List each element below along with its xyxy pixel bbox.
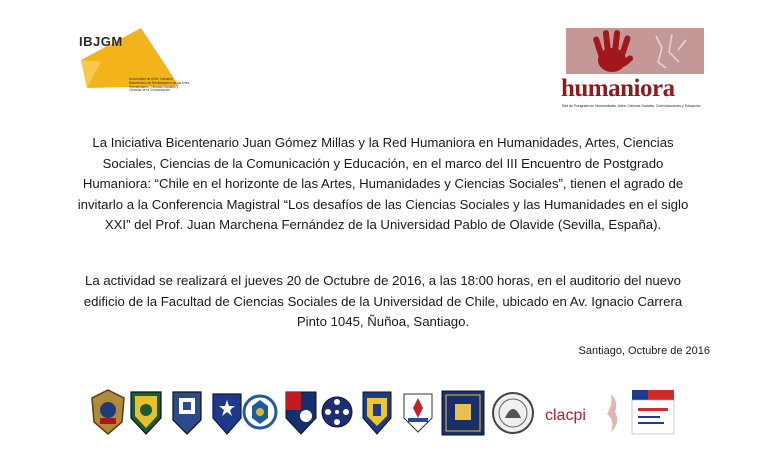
university-crest-7-icon bbox=[320, 388, 354, 438]
event-details-paragraph: La actividad se realizará el jueves 20 de Octubre de 2016, a las 18:00 horas, en el auditorio del nuevo edificio de la Facultad de Ciencias Sociales de la Universidad de Chile, ubicado en Av. Ignacio Carrera Pinto 1045, Ñuñoa, Santiago. bbox=[83, 273, 683, 329]
university-crest-8-icon bbox=[360, 388, 394, 438]
institution-seals-row bbox=[88, 388, 688, 438]
conicyt-logo-icon bbox=[628, 388, 678, 438]
dateline: Santiago, Octubre de 2016 bbox=[578, 345, 710, 357]
university-crest-3-icon bbox=[171, 388, 203, 438]
university-crest-1-icon bbox=[88, 388, 128, 438]
university-crest-5-icon bbox=[242, 388, 278, 438]
university-crest-2-icon bbox=[128, 388, 164, 438]
clacpi-logo-icon bbox=[541, 388, 623, 438]
invitation-paragraph: La Iniciativa Bicentenario Juan Gómez Millas y la Red Humaniora en Humanidades, Artes, Ciencias Sociales, Ciencias de la Comunicación y Educación, en el marco del III Encuentro de Postgrado Humaniora: “Chile en el horizonte de las Artes, Humanidades y Ciencias Sociales”, tienen el agrado de invitarlo a la Conferencia Magistral “Los desafíos de las Ciencias Sociales y las Humanidades en el siglo XXI” del Prof. Juan Marchena Fernández de la Universidad Pablo de Olavide (Sevilla, España). bbox=[77, 135, 689, 232]
university-crest-11-icon bbox=[491, 388, 535, 438]
humaniora-tagline: Red de Postgrado en Humanidades, Artes, Ciencias Sociales, Comunicaciones y Educación bbox=[562, 104, 701, 108]
ibjgm-logo bbox=[75, 26, 195, 96]
university-crest-10-icon bbox=[440, 388, 486, 438]
ibjgm-subtext: Universidad de Chile. Iniciativa Bicentenario de Revitalización de las Artes, Humanidades, Ciencias Sociales y Ciencias de la Comunicación bbox=[129, 77, 191, 93]
humaniora-logo bbox=[560, 26, 710, 108]
clacpi-text: clacpi bbox=[545, 407, 586, 424]
university-crest-9-icon bbox=[402, 388, 434, 438]
university-crest-6-icon bbox=[282, 388, 320, 438]
university-crest-4-icon bbox=[210, 388, 244, 438]
red-hand-icon bbox=[560, 26, 710, 78]
humaniora-wordmark: humaniora bbox=[561, 75, 675, 102]
ibjgm-wordmark: IBJGM bbox=[79, 34, 123, 49]
